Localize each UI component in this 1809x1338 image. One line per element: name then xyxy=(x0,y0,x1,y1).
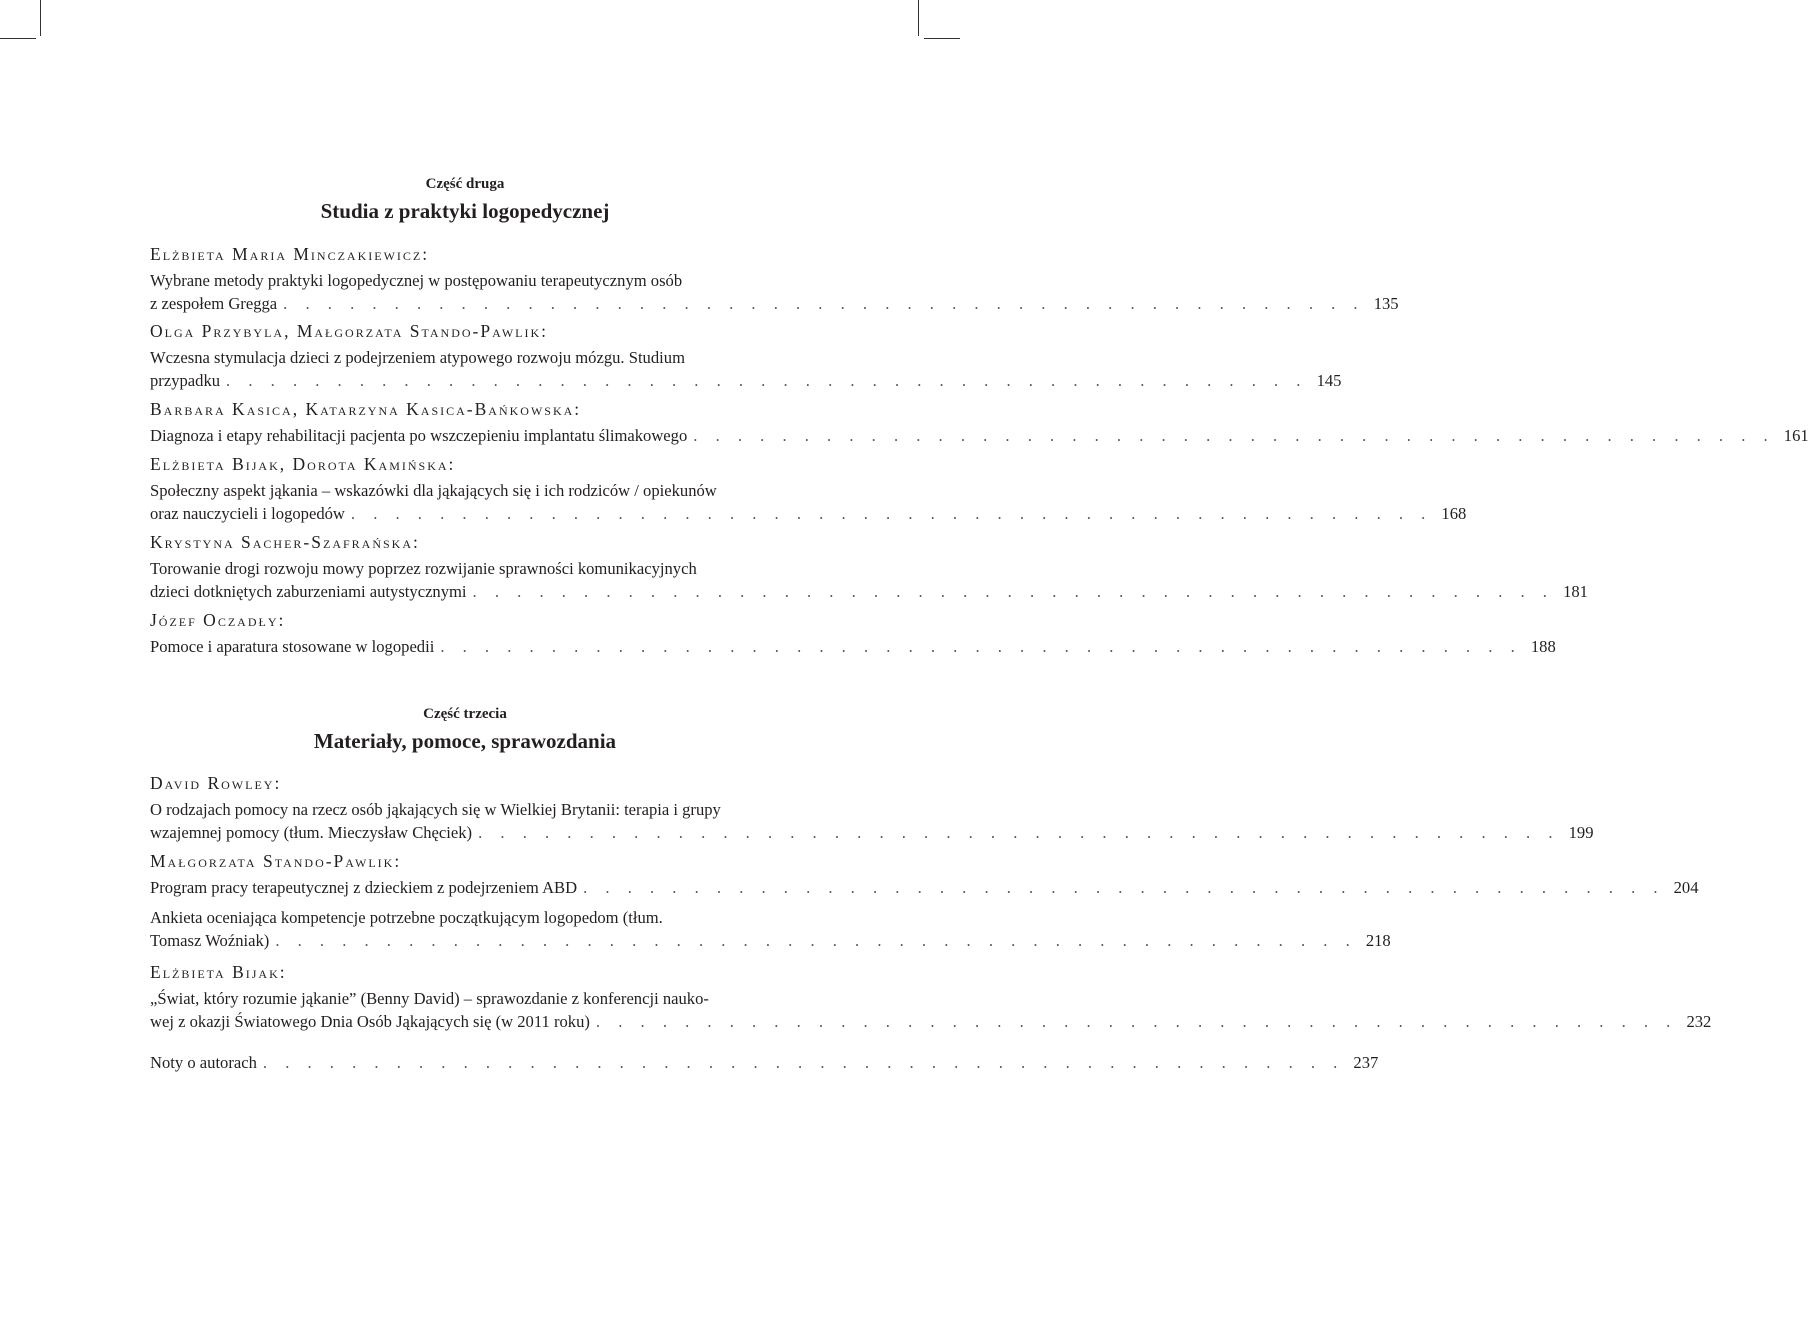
toc-entry xyxy=(150,453,1467,525)
toc-entry xyxy=(150,772,1594,844)
entry-author: Józef Oczadły: xyxy=(150,610,286,630)
entry-title-text: z zespołem Gregga xyxy=(150,294,278,313)
page-number: 232 xyxy=(1686,1012,1712,1031)
entry-author: Elżbieta Bijak, Dorota Kamińska: xyxy=(150,454,456,474)
entry-title-last-line xyxy=(150,369,1342,392)
toc-entry xyxy=(150,531,1588,603)
entry-author: Krystyna Sacher-Szafrańska: xyxy=(150,532,420,552)
entry-title-text: dzieci dotkniętych zaburzeniami autystycznymi xyxy=(150,582,467,601)
entry-title-text: wej z okazji Światowego Dnia Osób Jąkających się (w 2011 roku) xyxy=(150,1012,590,1031)
toc-entry xyxy=(150,320,1342,392)
toc-entry xyxy=(150,906,1391,952)
entry-title-last-line xyxy=(150,929,1391,952)
entry-author: Olga Przybyla, Małgorzata Stando-Pawlik: xyxy=(150,321,549,341)
page-number: 135 xyxy=(1373,294,1399,313)
toc-entry xyxy=(150,243,1399,315)
page-number: 204 xyxy=(1673,878,1699,897)
toc-entry xyxy=(150,609,1556,658)
entry-title-text: wzajemnej pomocy (tłum. Mieczysław Chęciek) xyxy=(150,823,473,842)
entry-title-last-line xyxy=(150,1010,1712,1033)
part-title: Materiały, pomoce, sprawozdania xyxy=(313,729,617,753)
part-heading xyxy=(150,175,780,224)
crop-mark-left-horizontal xyxy=(0,38,36,39)
entry-title-last-line xyxy=(150,502,1467,525)
crop-mark-left-vertical xyxy=(40,0,41,36)
dot-leader: . . . . . . . . . . . . . . . . . . . . . . . . . . . . . . . . . . . . . . . . . . . . . . . . . xyxy=(275,931,1357,950)
dot-leader: . . . . . . . . . . . . . . . . . . . . . . . . . . . . . . . . . . . . . . . . . . . . . . . . . xyxy=(595,1012,1678,1031)
entry-title-text: oraz nauczycieli i logopedów xyxy=(150,504,345,523)
entry-title-last-line xyxy=(150,580,1588,603)
part-label: Część trzecia xyxy=(423,706,507,722)
dot-leader: . . . . . . . . . . . . . . . . . . . . . . . . . . . . . . . . . . . . . . . . . . . . . . . . . xyxy=(478,823,1560,842)
part-heading xyxy=(150,705,780,754)
page-number: 199 xyxy=(1568,823,1594,842)
page-number: 145 xyxy=(1316,371,1342,390)
part-label: Część druga xyxy=(425,176,505,192)
entry-title-last-line xyxy=(150,292,1399,315)
entry-title-line: Ankieta oceniająca kompetencje potrzebne początkującym logopedom (tłum. xyxy=(150,908,663,927)
entry-title-line: O rodzajach pomocy na rzecz osób jąkających się w Wielkiej Brytanii: terapia i grupy xyxy=(150,800,721,819)
entry-title-text: Program pracy terapeutycznej z dzieckiem z podejrzeniem ABD xyxy=(150,878,578,897)
dot-leader: . . . . . . . . . . . . . . . . . . . . . . . . . . . . . . . . . . . . . . . . . . . . . . . . . xyxy=(472,582,1554,601)
toc-entry xyxy=(150,398,1809,447)
page-number: 218 xyxy=(1365,931,1391,950)
entry-title-line: „Świat, który rozumie jąkanie” (Benny David) – sprawozdanie z konferencji nauko- xyxy=(150,989,709,1008)
page-number: 188 xyxy=(1530,637,1556,656)
dot-leader: . . . . . . . . . . . . . . . . . . . . . . . . . . . . . . . . . . . . . . . . . . . . . . . . . xyxy=(583,878,1665,897)
entry-title-last-line xyxy=(150,876,1699,899)
dot-leader: . . . . . . . . . . . . . . . . . . . . . . . . . . . . . . . . . . . . . . . . . . . . . . . . . xyxy=(226,371,1308,390)
entry-title-line: Torowanie drogi rozwoju mowy poprzez rozwijanie sprawności komunikacyjnych xyxy=(150,559,697,578)
entry-title-line: Społeczny aspekt jąkania – wskazówki dla jąkających się i ich rodziców / opiekunów xyxy=(150,481,717,500)
entry-title-last-line xyxy=(150,1051,1379,1074)
entry-title-line: Wczesna stymulacja dzieci z podejrzeniem atypowego rozwoju mózgu. Studium xyxy=(150,348,685,367)
crop-mark-right-horizontal xyxy=(924,38,960,39)
entry-title-text: Pomoce i aparatura stosowane w logopedii xyxy=(150,637,435,656)
entry-author: Elżbieta Bijak: xyxy=(150,962,287,982)
entry-author: David Rowley: xyxy=(150,773,282,793)
dot-leader: . . . . . . . . . . . . . . . . . . . . . . . . . . . . . . . . . . . . . . . . . . . . . . . . . xyxy=(440,637,1522,656)
toc-entry xyxy=(150,961,1712,1033)
entry-title-text: Noty o autorach xyxy=(150,1053,257,1072)
part-title: Studia z praktyki logopedycznej xyxy=(320,199,610,223)
entry-title-last-line xyxy=(150,424,1809,447)
page-number: 168 xyxy=(1441,504,1467,523)
page-number: 237 xyxy=(1353,1053,1379,1072)
dot-leader: . . . . . . . . . . . . . . . . . . . . . . . . . . . . . . . . . . . . . . . . . . . . . . . . . xyxy=(693,426,1775,445)
dot-leader: . . . . . . . . . . . . . . . . . . . . . . . . . . . . . . . . . . . . . . . . . . . . . . . . . xyxy=(350,504,1433,523)
crop-mark-right-vertical xyxy=(918,0,919,36)
entry-author: Barbara Kasica, Katarzyna Kasica-Bańkowska: xyxy=(150,399,582,419)
entry-author: Małgorzata Stando-Pawlik: xyxy=(150,851,402,871)
page-number: 161 xyxy=(1783,426,1809,445)
dot-leader: . . . . . . . . . . . . . . . . . . . . . . . . . . . . . . . . . . . . . . . . . . . . . . . . . xyxy=(262,1053,1345,1072)
entry-title-line: Wybrane metody praktyki logopedycznej w postępowaniu terapeutycznym osób xyxy=(150,271,683,290)
page-number: 181 xyxy=(1563,582,1588,601)
entry-title-text: przypadku xyxy=(150,371,221,390)
dot-leader: . . . . . . . . . . . . . . . . . . . . . . . . . . . . . . . . . . . . . . . . . . . . . . . . . xyxy=(283,294,1365,313)
entry-title-last-line xyxy=(150,635,1556,658)
toc-entry xyxy=(150,850,1699,899)
entry-author: Elżbieta Maria Minczakiewicz: xyxy=(150,244,430,264)
toc-entry xyxy=(150,1051,1379,1074)
entry-title-text: Diagnoza i etapy rehabilitacji pacjenta po wszczepieniu implantatu ślimakowego xyxy=(150,426,688,445)
entry-title-last-line xyxy=(150,821,1594,844)
entry-title-text: Tomasz Woźniak) xyxy=(150,931,270,950)
